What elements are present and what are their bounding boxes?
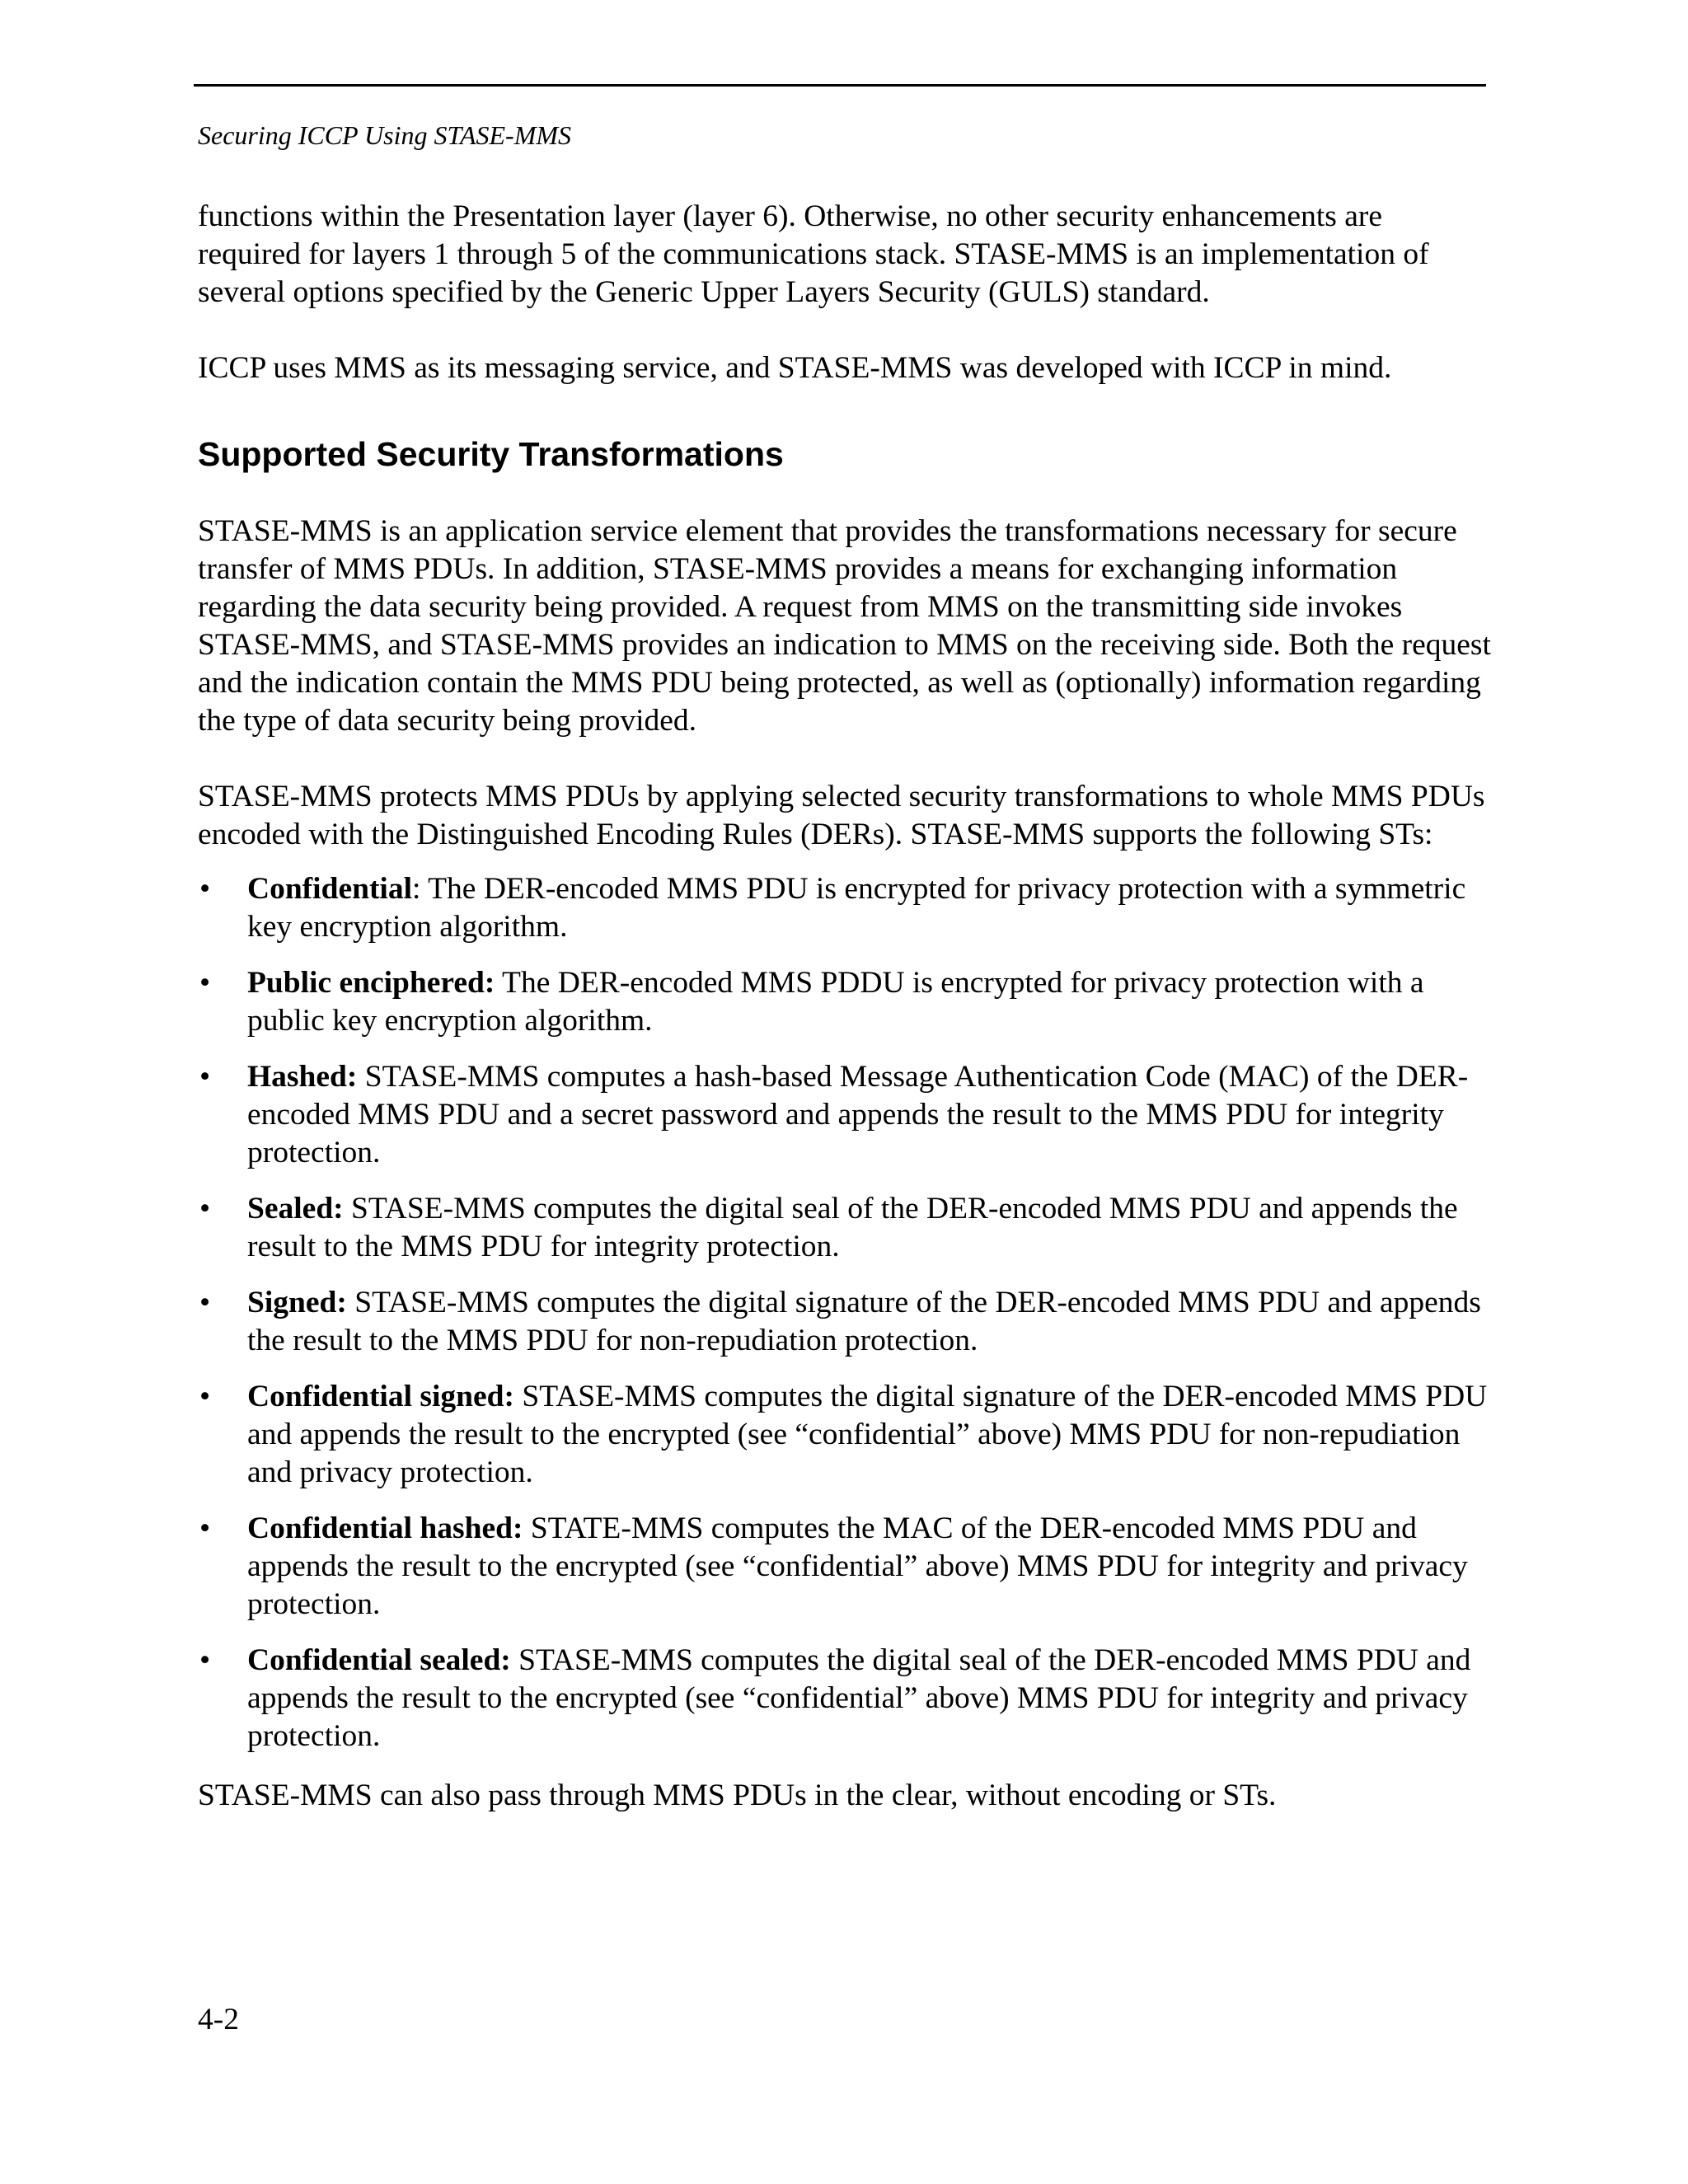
section-heading: Supported Security Transformations bbox=[198, 435, 784, 473]
list-item-description: The DER-encoded MMS PDDU is encrypted for privacy protection with a public key encryption algorithm. bbox=[247, 966, 1424, 1038]
list-item bbox=[198, 1378, 1492, 1492]
list-item bbox=[198, 1058, 1492, 1172]
list-item bbox=[198, 1190, 1492, 1266]
list-item bbox=[198, 870, 1492, 946]
paragraph-service-element: STASE-MMS is an application service element that provides the transformations necessary for secure transfer of MMS PDUs. In addition, STASE-MMS provides a means for exchanging information regarding the data security being provided. A request from MMS on the transmitting side invokes STASE-MMS, and STASE-MMS provides an indication to MMS on the receiving side. Both the request and the indication contain the MMS PDU being protected, as well as (optionally) information regarding the type of data security being provided. bbox=[198, 514, 1491, 738]
list-item-term: Confidential bbox=[247, 872, 413, 906]
paragraph-iccp-mms: ICCP uses MMS as its messaging service, and STASE-MMS was developed with ICCP in mind. bbox=[198, 351, 1392, 385]
running-header: Securing ICCP Using STASE-MMS bbox=[198, 120, 571, 150]
paragraph-supported-sts: STASE-MMS protects MMS PDUs by applying selected security transformations to whole MMS PDUs encoded with the Distinguished Encoding Rules (DERs). STASE-MMS supports the following STs: bbox=[198, 780, 1485, 851]
bullet-icon: • bbox=[199, 1511, 211, 1545]
list-item-term: Hashed: bbox=[247, 1060, 358, 1094]
bullet-icon: • bbox=[199, 966, 211, 1000]
list-item-description: STATE-MMS computes the MAC of the DER-encoded MMS PDU and appends the result to the encrypted (see “confidential” above) MMS PDU for integrity and privacy protection. bbox=[247, 1511, 1468, 1621]
bullet-icon: • bbox=[199, 1380, 211, 1413]
list-item-term: Confidential sealed: bbox=[247, 1643, 511, 1677]
paragraph-pass-through: STASE-MMS can also pass through MMS PDUs in the clear, without encoding or STs. bbox=[198, 1779, 1277, 1812]
page-body bbox=[198, 198, 1492, 1815]
list-item-description: STASE-MMS computes the digital seal of the DER-encoded MMS PDU and appends the result to the MMS PDU for integrity protection. bbox=[247, 1192, 1458, 1263]
list-item-description: STASE-MMS computes the digital signature of the DER-encoded MMS PDU and appends the result to the encrypted (see “confidential” above) MMS PDU for non-repudiation and privacy protection. bbox=[247, 1380, 1488, 1489]
list-item-term: Signed: bbox=[247, 1286, 347, 1319]
bullet-icon: • bbox=[199, 1060, 211, 1094]
list-item-description: STASE-MMS computes the digital signature of the DER-encoded MMS PDU and appends the result to the MMS PDU for non-repudiation protection. bbox=[247, 1286, 1481, 1357]
page-number: 4-2 bbox=[198, 2003, 239, 2036]
list-item-term: Sealed: bbox=[247, 1192, 344, 1226]
bullet-icon: • bbox=[199, 1286, 211, 1319]
list-item bbox=[198, 1284, 1492, 1360]
paragraph-presentation-layer: functions within the Presentation layer (layer 6). Otherwise, no other security enhancements are required for layers 1 through 5 of the communications stack. STASE-MMS is an implementation of several options specified by the Generic Upper Layers Security (GULS) standard. bbox=[198, 199, 1429, 309]
list-item-description: : The DER-encoded MMS PDU is encrypted for privacy protection with a symmetric key encryption algorithm. bbox=[247, 872, 1466, 944]
security-transformation-list bbox=[198, 870, 1492, 1755]
bullet-icon: • bbox=[199, 872, 211, 906]
list-item bbox=[198, 964, 1492, 1040]
list-item-term: Confidential signed: bbox=[247, 1380, 515, 1413]
bullet-icon: • bbox=[199, 1643, 211, 1677]
list-item bbox=[198, 1510, 1492, 1624]
list-item bbox=[198, 1642, 1492, 1755]
list-item-term: Public enciphered: bbox=[247, 966, 495, 1000]
list-item-term: Confidential hashed: bbox=[247, 1511, 523, 1545]
bullet-icon: • bbox=[199, 1192, 211, 1226]
list-item-description: STASE-MMS computes a hash-based Message Authentication Code (MAC) of the DER-encoded MMS PDU and a secret password and appends the result to the MMS PDU for integrity protection. bbox=[247, 1060, 1469, 1169]
list-item-description: STASE-MMS computes the digital seal of the DER-encoded MMS PDU and appends the result to the encrypted (see “confidential” above) MMS PDU for integrity and privacy protection. bbox=[247, 1643, 1471, 1753]
header-rule bbox=[194, 84, 1486, 87]
